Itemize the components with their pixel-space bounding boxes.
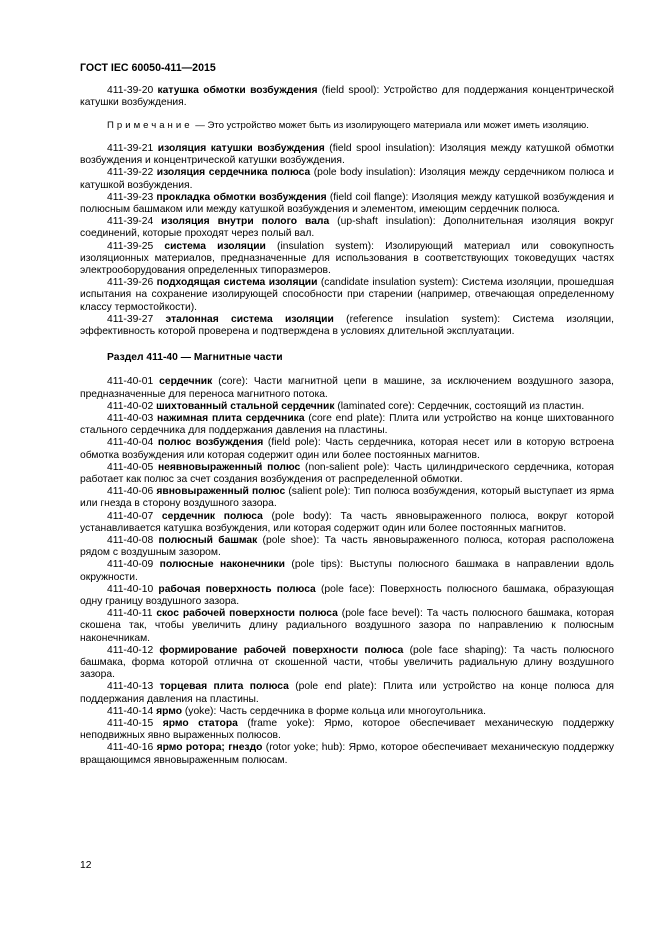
entry-number: 411-40-03 <box>107 412 154 424</box>
term-entry <box>80 167 614 191</box>
section-title: Раздел 411-40 — Магнитные части <box>107 352 283 364</box>
entry-term: изоляция сердечника полюса <box>156 167 311 179</box>
entry-number: 411-39-27 <box>107 313 154 325</box>
entry-number: 411-39-25 <box>107 240 154 252</box>
entry-number: 411-39-23 <box>107 191 154 203</box>
entry-definition: (up-shaft insulation): Дополнительная изоляция вокруг соединений, которые проходят через полый вал. <box>80 216 614 240</box>
term-entry <box>80 143 614 167</box>
entry-term: ярмо статора <box>162 718 238 730</box>
entry-definition: (laminated core): Сердечник, состоящий из пластин. <box>334 400 585 412</box>
entry-definition: (field coil flange): Изоляция между катушкой возбуждения и полюсным башмаком или между катушкой возбуждения и элементом, имеющим сердечник полюса. <box>80 191 614 215</box>
entry-number: 411-40-11 <box>107 608 153 620</box>
entry-definition: (non-salient pole): Часть цилиндрического сердечника, которая работает как полюс за счет создания возбуждения от распределенной обмотки. <box>80 461 614 485</box>
note <box>80 120 614 132</box>
entry-number: 411-40-13 <box>107 681 154 693</box>
entry-number: 411-40-14 <box>107 705 154 717</box>
entry-term: шихтованный стальной сердечник <box>156 400 335 412</box>
term-entry <box>80 681 614 705</box>
entry-term: изоляция внутри полого вала <box>161 216 330 228</box>
entry-number: 411-40-01 <box>107 376 154 388</box>
term-entry <box>80 413 614 437</box>
entry-number: 411-40-05 <box>107 461 154 473</box>
entry-definition: (field pole): Часть сердечника, которая несет или в которую встроена обмотка возбуждения или которая содержит один или более постоянных магнитов. <box>80 437 614 461</box>
document-body <box>80 85 614 767</box>
entry-number: 411-40-07 <box>107 510 154 522</box>
term-entry <box>80 192 614 216</box>
entry-term: скос рабочей поверхности полюса <box>156 608 338 620</box>
entry-definition: (field spool insulation): Изоляция между катушкой обмотки возбуждения и концентрической катушки возбуждения. <box>80 142 615 167</box>
entry-number: 411-39-20 <box>107 85 154 96</box>
entry-definition: (core): Части магнитной цепи в машине, за исключением воздушного зазора, предназначенные для переноса магнитного потока. <box>80 376 614 400</box>
entry-term: явновыраженный полюс <box>156 486 286 498</box>
entry-definition: (salient pole): Тип полюса возбуждения, который выступает из ярма или гнезда в сторону воздушного зазора. <box>80 486 614 510</box>
entry-definition: (core end plate): Плита или устройство на конце шихтованного стального сердечника для поддержания давления на пластины. <box>80 412 614 437</box>
entry-term: изоляция катушки возбуждения <box>157 142 325 154</box>
entry-term: сердечник полюса <box>161 510 263 522</box>
entry-definition: (frame yoke): Ярмо, которое обеспечивает механическую поддержку неподвижных явно выраженных полюсов. <box>80 718 614 742</box>
term-entry <box>80 645 614 682</box>
term-entry <box>80 559 614 583</box>
term-entry <box>80 216 614 240</box>
note-text: — Это устройство может быть из изолирующего материала или может иметь изоляцию. <box>192 120 589 132</box>
entry-number: 411-39-21 <box>107 142 154 154</box>
entry-term: полюсные наконечники <box>159 559 285 571</box>
term-entry <box>80 85 614 109</box>
entry-definition: (pole body): Та часть явновыраженного полюса, вокруг которой устанавливается катушка возбуждения, или которая содержит один или более постоянных магнитов. <box>80 510 614 534</box>
entry-definition: (insulation system): Изолирующий материал или совокупность изоляционных материалов, предназначенные для использования в соответствующих токоведущих частях электрооборудования определенных типоразмеров. <box>80 240 615 276</box>
entry-term: прокладка обмотки возбуждения <box>156 191 327 203</box>
term-entry <box>80 401 614 413</box>
entry-definition: (reference insulation system): Система изоляции, эффективность которой проверена и подтверждена в условиях длительной эксплуатации. <box>80 313 614 337</box>
entry-definition: (rotor yoke; hub): Ярмо, которое обеспечивает механическую поддержку вращающимся явновыраженным полюсам. <box>80 742 614 766</box>
entry-number: 411-40-06 <box>107 486 154 498</box>
entry-term: система изоляции <box>164 240 266 252</box>
entry-term: полюс возбуждения <box>157 437 264 449</box>
entry-definition: (pole body insulation): Изоляция между сердечником полюса и катушкой возбуждения. <box>80 167 614 191</box>
entry-term: ярмо <box>156 705 182 717</box>
entry-number: 411-40-04 <box>107 437 154 449</box>
entry-term: подходящая система изоляции <box>156 277 318 289</box>
term-entry <box>80 718 614 742</box>
entry-definition: (pole face): Поверхность полюсного башмака, образующая одну границу воздушного зазора. <box>80 583 614 608</box>
term-entry <box>80 608 614 645</box>
entry-term: эталонная система изоляции <box>165 313 334 325</box>
entry-definition: (pole tips): Выступы полюсного башмака в направлении вдоль окружности. <box>80 559 614 583</box>
entry-definition: (pole shoe): Та часть явновыраженного полюса, которая расположена рядом с воздушным зазором. <box>80 535 614 559</box>
term-entry <box>80 376 614 400</box>
entry-term: нажимная плита сердечника <box>157 412 305 424</box>
note-label: Примечание <box>107 120 193 132</box>
entry-term: рабочая поверхность полюса <box>158 583 316 595</box>
entry-term: ярмо ротора; гнездо <box>156 742 263 754</box>
entry-number: 411-39-26 <box>107 277 154 289</box>
entry-term: формирование рабочей поверхности полюса <box>159 644 404 656</box>
entries-section-40 <box>80 376 614 767</box>
entry-number: 411-40-08 <box>107 535 154 546</box>
entry-term: неявновыраженный полюс <box>157 461 301 473</box>
term-entry <box>80 437 614 461</box>
entry-number: 411-40-16 <box>107 742 154 754</box>
document-header: ГОСТ IEC 60050-411—2015 <box>80 62 216 74</box>
entry-number: 411-40-09 <box>107 559 154 571</box>
entry-number: 411-40-15 <box>107 718 154 730</box>
term-entry <box>80 241 614 278</box>
entry-definition: (yoke): Часть сердечника в форме кольца или многоугольника. <box>182 705 486 717</box>
entry-term: торцевая плита полюса <box>159 681 289 693</box>
entry-number: 411-39-24 <box>107 216 154 228</box>
term-entry <box>80 511 614 535</box>
entry-term: сердечник <box>159 376 213 388</box>
term-entry <box>80 462 614 486</box>
term-entry <box>80 742 614 766</box>
term-entry <box>80 706 614 718</box>
entry-number: 411-39-22 <box>107 167 154 179</box>
entry-definition: (candidate insulation system): Система изоляции, прошедшая испытания на сохранение изолирующей способности при старении (например, отвечающая определенному классу термостойкости). <box>80 277 614 313</box>
entries-section-39 <box>80 143 614 338</box>
entry-definition: (pole face shaping): Та часть полюсного башмака, форма которой отлична от скошенной части, чтобы увеличить радиальную длину воздушного зазора. <box>80 644 614 681</box>
term-entry <box>80 277 614 314</box>
entry-definition: (pole face bevel): Та часть полюсного башмака, которая скошена так, чтобы увеличить длину радиального воздушного зазора по направлению к полюсным наконечникам. <box>80 608 614 644</box>
entry-term: полюсный башмак <box>158 535 258 546</box>
entry-term: катушка обмотки возбуждения <box>157 85 318 96</box>
entry-number: 411-40-12 <box>107 644 154 656</box>
term-entry <box>80 314 614 338</box>
entry-definition: (field spool): Устройство для поддержания концентрической катушки возбуждения. <box>80 85 614 109</box>
term-entry <box>80 584 614 608</box>
entry-number: 411-40-10 <box>107 583 154 595</box>
term-entry <box>80 486 614 510</box>
entry-number: 411-40-02 <box>107 400 154 412</box>
page-number: 12 <box>80 860 92 871</box>
entry-definition: (pole end plate): Плита или устройство на конце полюса для поддержания давления на пластины. <box>80 681 614 705</box>
term-entry <box>80 535 614 559</box>
